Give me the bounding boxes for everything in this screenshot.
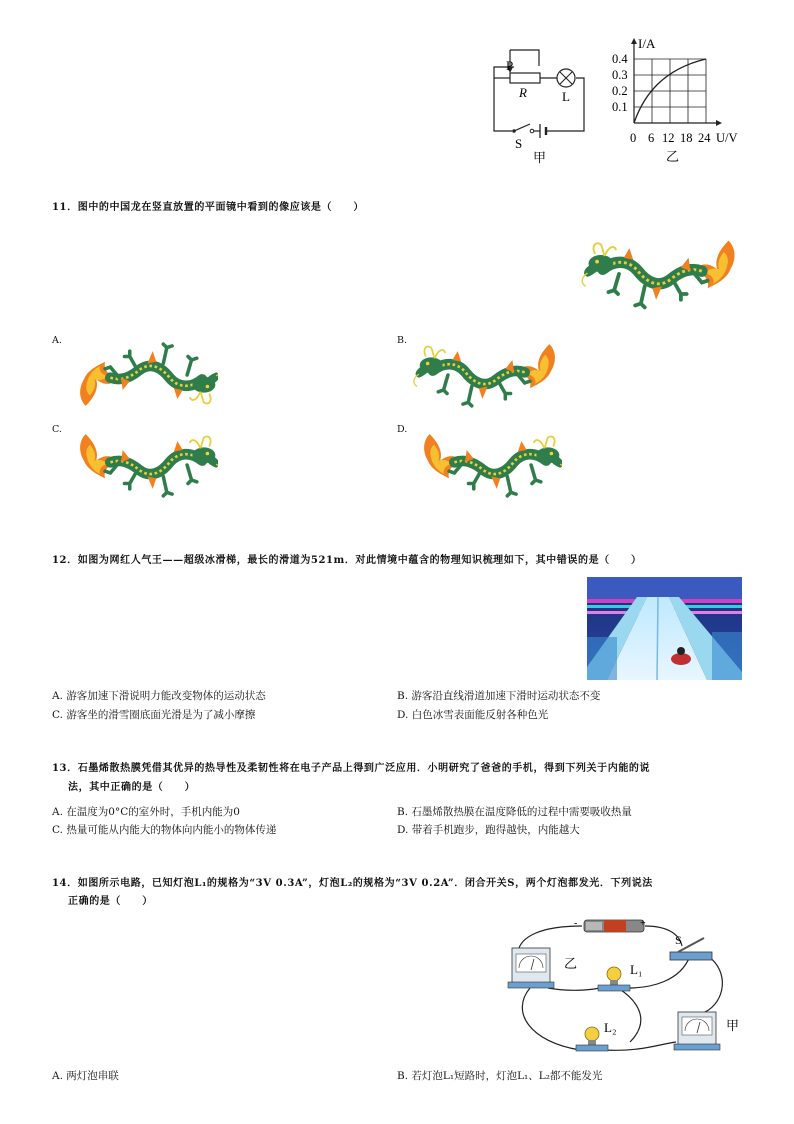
q11-option-d-label[interactable]: D. xyxy=(397,424,408,435)
ytick-0-4: 0.4 xyxy=(612,52,628,66)
ammeter-yi-label: 乙 xyxy=(564,956,578,971)
xtick-24: 24 xyxy=(698,131,711,145)
ice-slide-photo xyxy=(587,577,742,680)
q11-stem: 11．图中的中国龙在竖直放置的平面镜中看到的像应该是（ ） xyxy=(52,202,364,213)
dragon-option-a-image[interactable] xyxy=(68,330,218,420)
lamp-l2-label: L₂ xyxy=(604,1020,617,1035)
q12-option-d[interactable]: D. 白色冰雪表面能反射各种色光 xyxy=(397,709,549,721)
battery-plus-label: + xyxy=(640,918,646,929)
dragon-option-b-image[interactable] xyxy=(410,330,560,420)
q12-option-b[interactable]: B. 游客沿直线滑道加速下滑时运动状态不变 xyxy=(397,690,601,702)
dragon-option-d-image[interactable] xyxy=(412,420,562,510)
figure-caption-yi: 乙 xyxy=(666,149,680,164)
figure-caption-jia: 甲 xyxy=(533,150,547,165)
resistor-label-r: R xyxy=(519,85,527,100)
graph-ylabel: I/A xyxy=(638,36,656,51)
lamp-l1-label: L₁ xyxy=(630,962,643,977)
q11-option-b-label[interactable]: B. xyxy=(397,335,408,346)
switch-s-label: S xyxy=(675,933,682,947)
circuit-diagram-jia xyxy=(484,40,594,170)
ammeter-jia-label: 甲 xyxy=(726,1018,740,1033)
q14-stem-line2: 正确的是（ ） xyxy=(68,896,153,907)
q14-option-a[interactable]: A. 两灯泡串联 xyxy=(52,1070,119,1082)
q12-option-a[interactable]: A. 游客加速下滑说明力能改变物体的运动状态 xyxy=(52,690,266,702)
ytick-0-3: 0.3 xyxy=(612,68,628,82)
xtick-12: 12 xyxy=(662,131,675,145)
q13-option-b[interactable]: B. 石墨烯散热膜在温度降低的过程中需要吸收热量 xyxy=(397,806,632,818)
q13-option-c[interactable]: C. 热量可能从内能大的物体向内能小的物体传递 xyxy=(52,824,277,836)
xtick-6: 6 xyxy=(648,131,655,145)
dragon-option-c-image[interactable] xyxy=(68,420,218,510)
lamp-label-l: L xyxy=(562,89,570,104)
q12-option-c[interactable]: C. 游客坐的滑雪圈底面光滑是为了减小摩擦 xyxy=(52,709,256,721)
q14-option-b[interactable]: B. 若灯泡L₁短路时，灯泡L₁、L₂都不能发光 xyxy=(397,1070,603,1082)
q11-option-c-label[interactable]: C. xyxy=(52,424,62,435)
graph-xlabel: U/V xyxy=(716,131,738,145)
xtick-0: 0 xyxy=(630,131,637,145)
ytick-0-2: 0.2 xyxy=(612,84,628,98)
battery-minus-label: - xyxy=(574,918,578,929)
slider-label-p: P xyxy=(506,58,514,73)
q11-option-a-label[interactable]: A. xyxy=(52,335,62,346)
iu-graph-yi xyxy=(604,34,754,169)
q12-stem: 12．如图为网红人气王——超级冰滑梯，最长的滑道为521m．对此情境中蕴含的物理知识梳理如下，其中错误的是（ ） xyxy=(52,555,642,566)
q13-option-a[interactable]: A. 在温度为0°C的室外时，手机内能为0 xyxy=(52,806,240,818)
q13-stem-line1: 13．石墨烯散热膜凭借其优异的热导性及柔韧性将在电子产品上得到广泛应用．小明研究了爸爸的手机，得到下列关于内能的说 xyxy=(52,763,651,774)
q14-stem-line1: 14．如图所示电路，已知灯泡L₁的规格为“3V 0.3A”，灯泡L₂的规格为“3V 0.2A”．闭合开关S，两个灯泡都发光．下列说法 xyxy=(52,878,653,889)
q13-stem-line2: 法，其中正确的是（ ） xyxy=(68,782,196,793)
dragon-original-image xyxy=(578,226,740,322)
physical-circuit-figure xyxy=(500,912,750,1062)
ytick-0-1: 0.1 xyxy=(612,100,628,114)
xtick-18: 18 xyxy=(680,131,693,145)
switch-label-s: S xyxy=(515,136,523,151)
q13-option-d[interactable]: D. 带着手机跑步，跑得越快，内能越大 xyxy=(397,824,580,836)
